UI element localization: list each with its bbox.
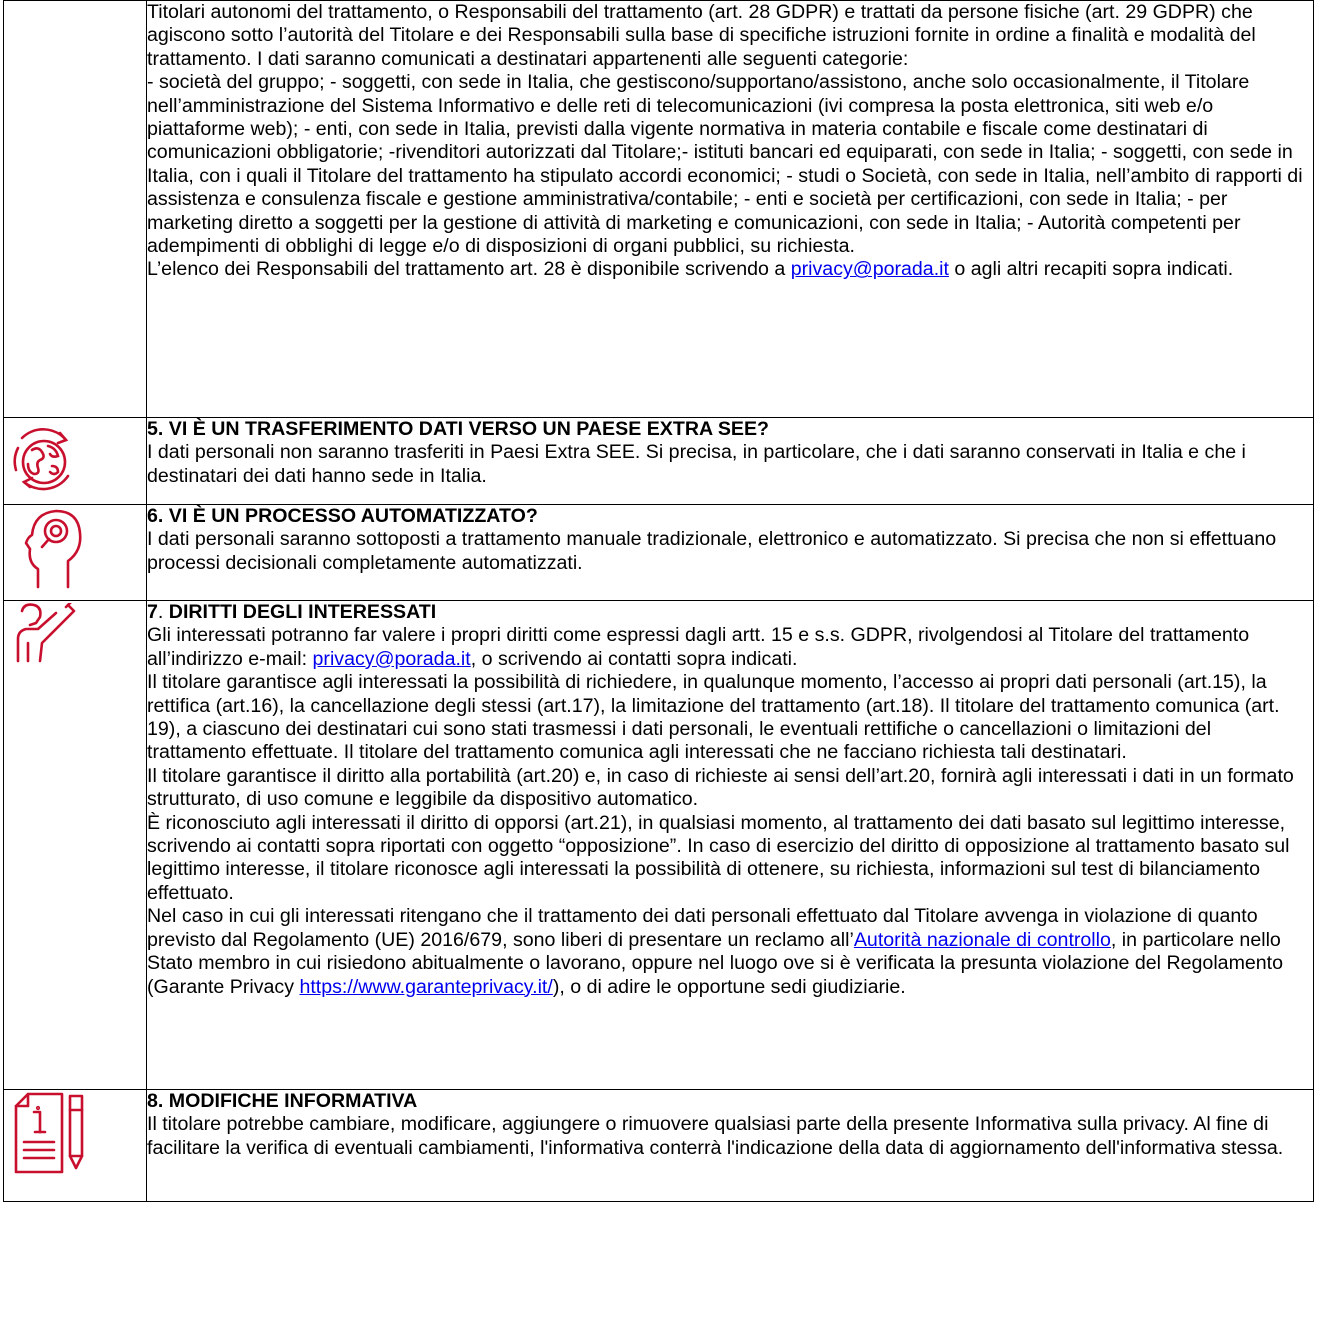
section-6-title: 6. VI È UN PROCESSO AUTOMATIZZATO? xyxy=(147,505,538,527)
processors-list-text: L’elenco dei Responsabili del trattamento art. 28 è disponibile scrivendo a xyxy=(147,258,791,281)
section-7-title-number: 7 xyxy=(147,601,158,623)
section-7-p1-text: Gli interessati potranno far valere i propri diritti come espressi dagli artt. 15 e s.s. GDPR, rivolgendosi al Titolare del trattamento all’indirizzo e-mail: xyxy=(147,624,1250,670)
section-8-title: 8. MODIFICHE INFORMATIVA xyxy=(147,1090,418,1112)
section-8-row xyxy=(4,1090,1314,1202)
section-6-icon-cell xyxy=(4,505,147,601)
head-magnifier-icon xyxy=(4,507,146,591)
section-7-p5-text-end: ), o di adire le opportune sedi giudiziarie. xyxy=(552,975,906,998)
empty-icon-cell xyxy=(4,1,147,418)
privacy-email-link[interactable]: privacy@porada.it xyxy=(790,258,949,281)
globe-arrows-icon xyxy=(4,420,146,500)
section-7-paragraph-1 xyxy=(147,624,1313,671)
section-5-row xyxy=(4,418,1314,505)
section-7-p5-text-middle: , in particolare nello Stato membro in cui risiedono abitualmente o lavorano, oppure nel luogo ove si è verificata la presunta violazione del Regolamento (Garante Privacy xyxy=(147,928,1284,998)
section-7-text-cell xyxy=(147,601,1314,1090)
recipients-paragraph: Titolari autonomi del trattamento, o Responsabili del trattamento (art. 28 GDPR) e trattati da persone fisiche (art. 29 GDPR) che agiscono sotto l’autorità del Titolare e dei Responsabili sulla base di specifiche istruzioni fornite in ordine a finalità e modalità del trattamento. I dati saranno comunicati a destinatari appartenenti alle seguenti categorie: xyxy=(147,1,1256,70)
section-4-continuation-text xyxy=(147,1,1314,418)
section-5-text-cell xyxy=(147,418,1314,505)
section-6-text: I dati personali saranno sottoposti a trattamento manuale tradizionale, elettronico e automatizzato. Si precisa che non si effettuano processi decisionali completamente automatizzati. xyxy=(147,528,1277,574)
raised-hand-person-icon xyxy=(4,603,146,663)
privacy-email-link-2[interactable]: privacy@porada.it xyxy=(312,647,471,670)
section-8-text: Il titolare potrebbe cambiare, modificare, aggiungere o rimuovere qualsiasi parte della presente Informativa sulla privacy. Al fine di facilitare la verifica di eventuali cambiamenti, l'informativa conterrà l'indicazione della data di aggiornamento dell'informativa stessa. xyxy=(147,1113,1284,1159)
section-7-title xyxy=(147,601,1313,624)
garante-privacy-link[interactable]: https://www.garanteprivacy.it/ xyxy=(299,975,553,998)
section-7-title-separator: . xyxy=(157,601,169,623)
section-7-icon-cell xyxy=(4,601,147,1090)
privacy-notice-table xyxy=(3,0,1314,1202)
section-7-title-text: DIRITTI DEGLI INTERESSATI xyxy=(168,601,437,623)
section-7-paragraph-4: È riconosciuto agli interessati il diritto di opporsi (art.21), in qualsiasi momento, al trattamento dei dati basato sul legittimo interesse, scrivendo ai contatti sopra riportati con oggetto “opposizione”. In caso di esercizio del diritto di opposizione al trattamento basato sul legittimo interesse, il titolare riconosce agli interessati la possibilità di ottenere, su richiesta, informazioni sul test di bilanciamento effettuato. xyxy=(147,811,1290,904)
document-pen-icon xyxy=(4,1092,146,1174)
section-7-p5-text: Nel caso in cui gli interessati ritengano che il trattamento dei dati personali effettuato dal Titolare avvenga in violazione di quanto previsto dal Regolamento (UE) 2016/679, sono liberi di presentare un reclamo all’ xyxy=(147,905,1258,951)
section-8-icon-cell xyxy=(4,1090,147,1202)
section-6-text-cell xyxy=(147,505,1314,601)
section-5-icon-cell xyxy=(4,418,147,505)
section-8-text-cell xyxy=(147,1090,1314,1202)
section-7-row xyxy=(4,601,1314,1090)
recipients-categories-paragraph: - società del gruppo; - soggetti, con sede in Italia, che gestiscono/supportano/assistono, anche solo occasionalmente, il Titolare nell’amministrazione del Sistema Informativo e delle reti di telecomunicazioni (ivi compresa la posta elettronica, siti web e/o piattaforme web); - enti, con sede in Italia, previsti dalla vigente normativa in materia contabile e fiscale come destinatari di comunicazioni obbligatorie; -rivenditori autorizzati dal Titolare;- istituti bancari ed equiparati, con sede in Italia; - soggetti, con sede in Italia, con i quali il Titolare del trattamento ha stipulato accordi economici; - studi o Società, con sede in Italia, nell’ambito di rapporti di assistenza e consulenza fiscale e gestione amministrativa/contabile; - enti e società per certificazioni, con sede in Italia; - per marketing diretto a soggetti per la gestione di attività di marketing e comunicazioni, con sede in Italia; - Autorità competenti per adempimenti di obblighi di legge e/o di disposizioni di organi pubblici, su richiesta. xyxy=(147,71,1303,258)
section-7-p1-text-end: , o scrivendo ai contatti sopra indicati. xyxy=(470,647,798,670)
processors-list-text-end: o agli altri recapiti sopra indicati. xyxy=(948,258,1234,281)
section-7-paragraph-3: Il titolare garantisce il diritto alla portabilità (art.20) e, in caso di richieste ai sensi dell’art.20, fornirà agli interessati i dati in un formato strutturato, di uso comune e leggibile da dispositivo automatico. xyxy=(147,764,1294,811)
section-7-paragraph-5 xyxy=(147,905,1313,999)
authority-link[interactable]: Autorità nazionale di controllo xyxy=(853,928,1111,951)
section-6-row xyxy=(4,505,1314,601)
section-7-paragraph-2: Il titolare garantisce agli interessati la possibilità di richiedere, in qualunque momento, l’accesso ai propri dati personali (art.15), la rettifica (art.16), la cancellazione degli stessi (art.17), la limitazione del trattamento (art.18). Il titolare del trattamento comunica (art. 19), a ciascuno dei destinatari cui sono stati trasmessi i dati personali, le eventuali rettifiche o cancellazioni o limitazioni del trattamento effettuate. Il titolare del trattamento comunica agli interessati che ne facciano richiesta tali destinatari. xyxy=(147,671,1280,764)
section-5-title: 5. VI È UN TRASFERIMENTO DATI VERSO UN PAESE EXTRA SEE? xyxy=(147,418,770,440)
section-5-text: I dati personali non saranno trasferiti in Paesi Extra SEE. Si precisa, in particolare, che i dati saranno conservati in Italia e che i destinatari dei dati hanno sede in Italia. xyxy=(147,441,1246,487)
section-4-continuation-row xyxy=(4,1,1314,418)
processors-list-paragraph xyxy=(147,258,1313,281)
